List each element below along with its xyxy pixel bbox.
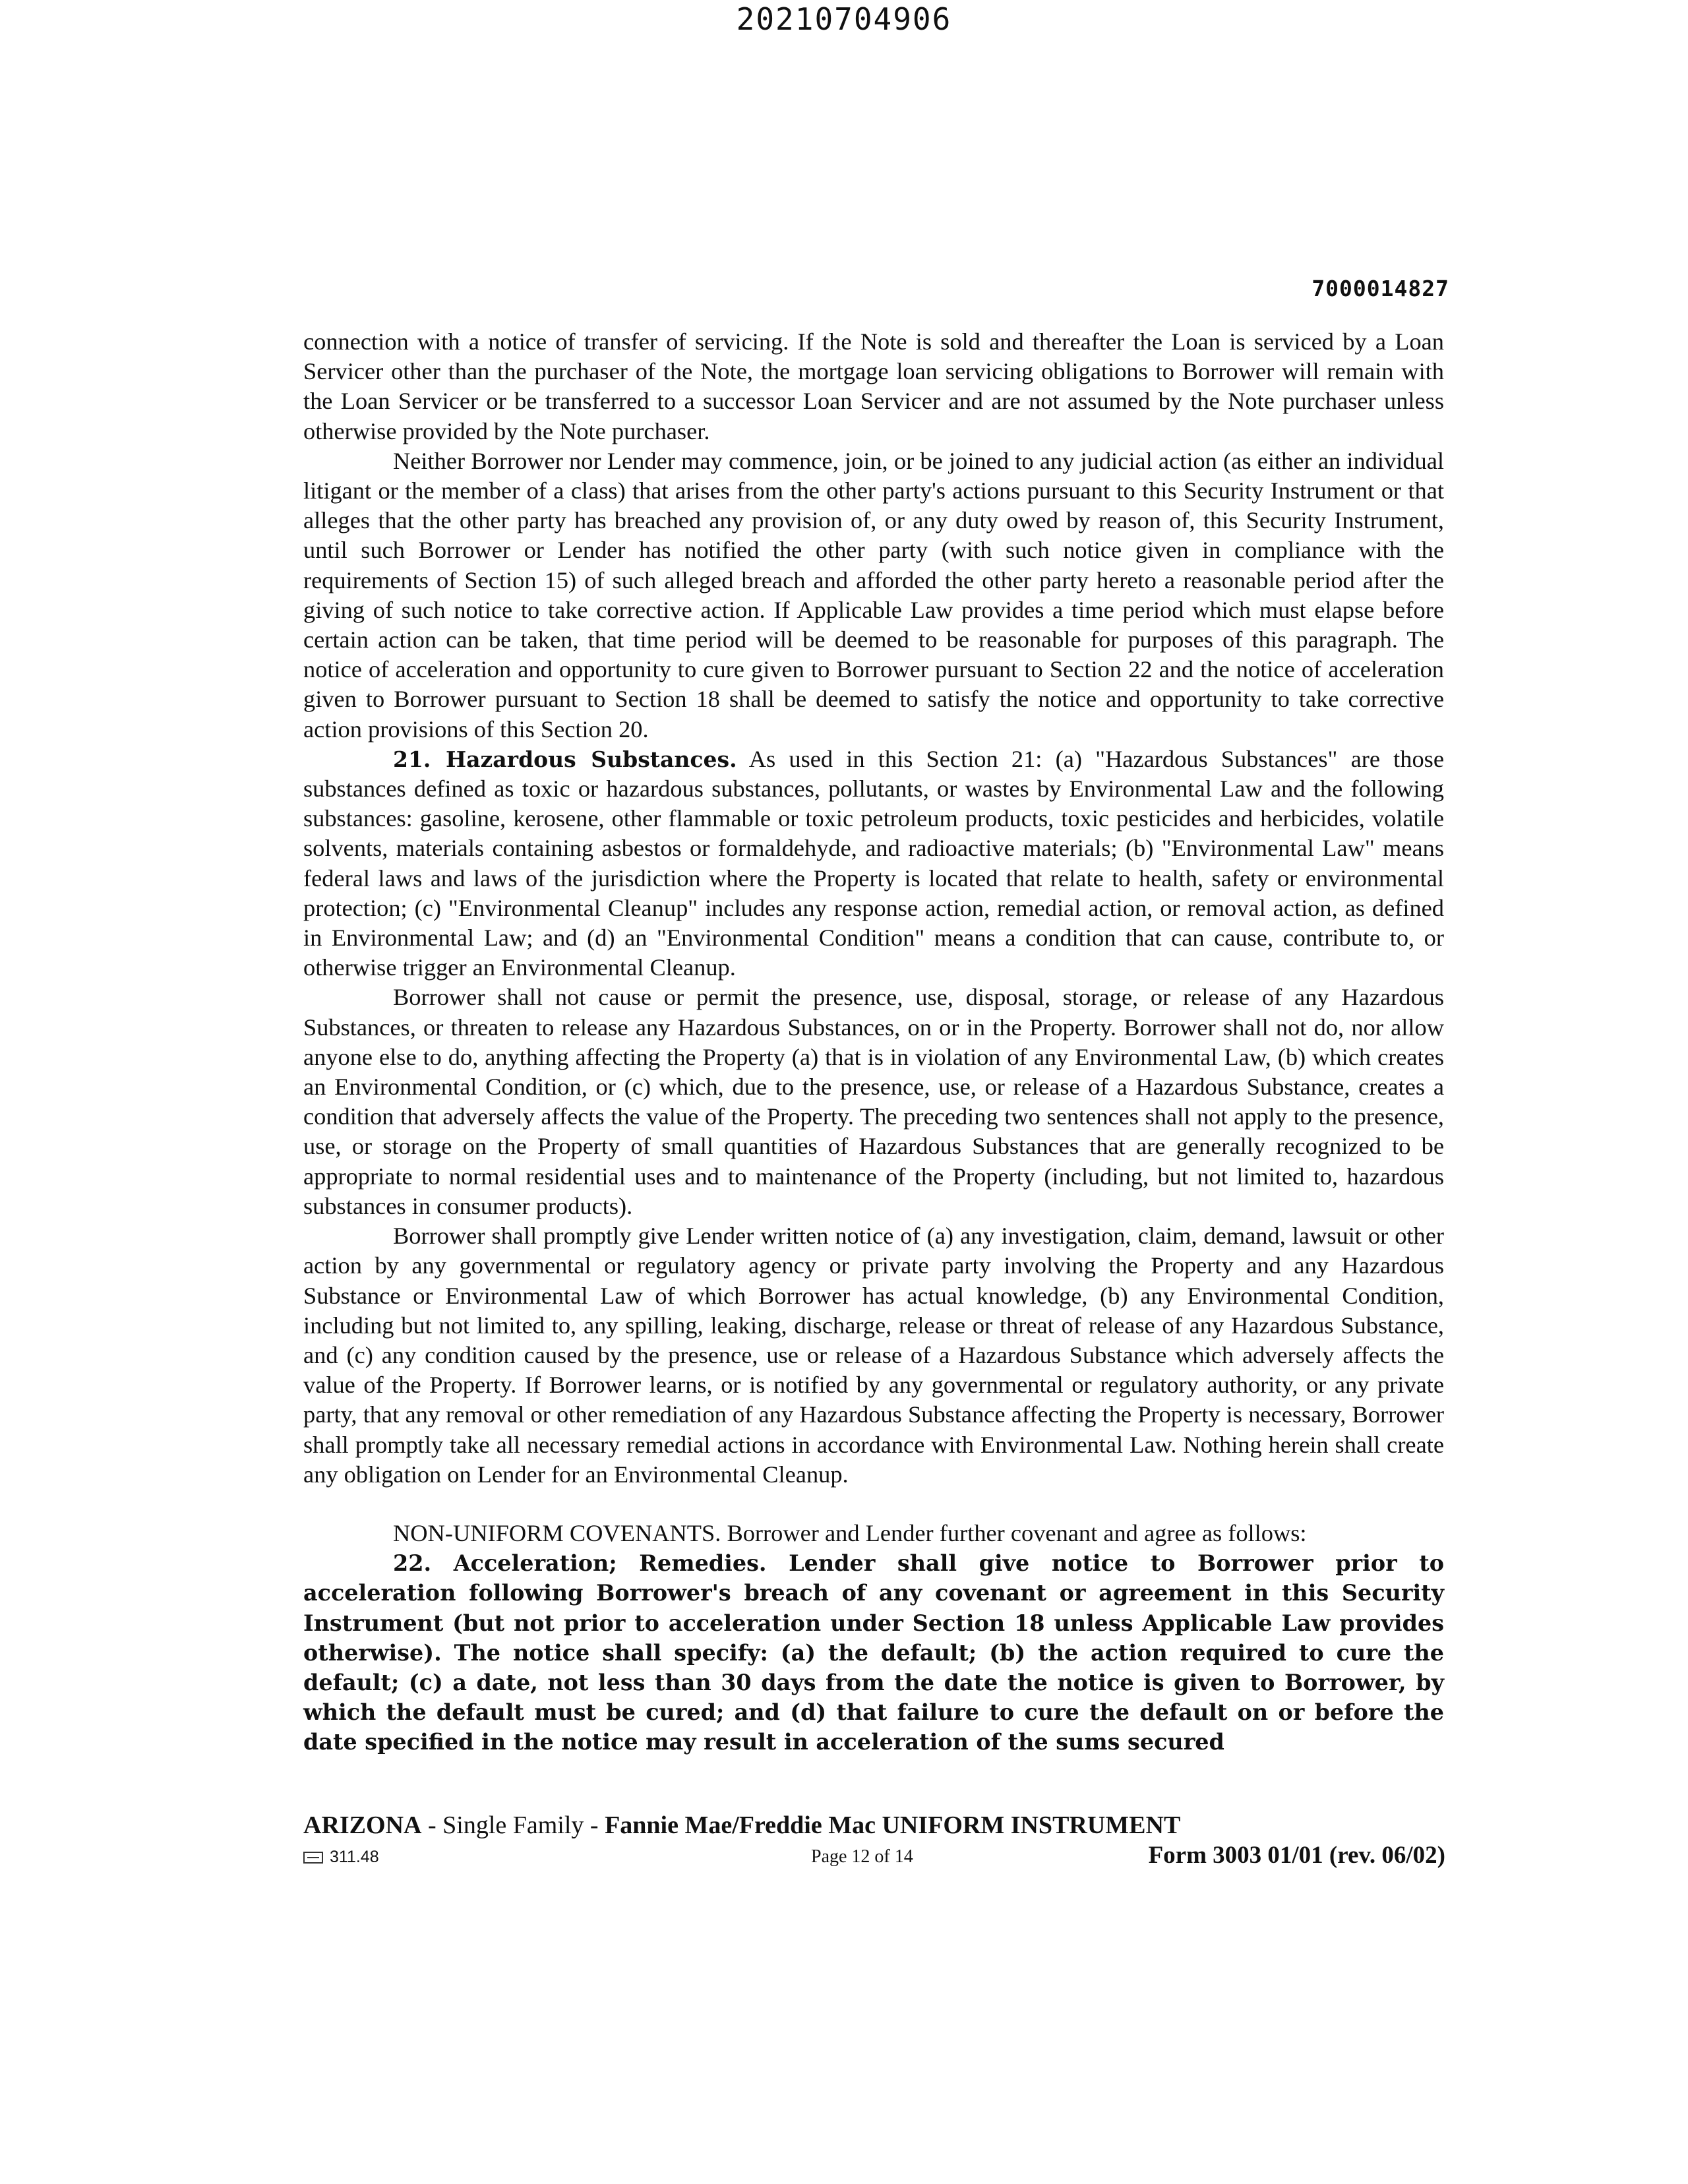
section-22-paragraph: 22. Acceleration; Remedies. Lender shall give notice to Borrower prior to acceleration following Borrower's breach of any covenant or agreement in this Security Instrument (but not prior to acceleration under Section 18 unless Applicable Law provides otherwise). The notice shall specify: (a) the default; (b) the action required to cure the default; (c) a date, not less than 30 days from the date the notice is given to Borrower, by which the default must be cured; and (d) that failure to cure the default on or before the date specified in the notice may result in acceleration of the sums secured [303, 1550, 1444, 1755]
form-mark-icon [303, 1852, 323, 1864]
non-uniform-covenants: NON-UNIFORM COVENANTS. Borrower and Lender further covenant and agree as follows: [393, 1519, 1307, 1546]
loan-number: 7000014827 [1311, 276, 1449, 301]
section-21-heading: 21. Hazardous Substances. [393, 746, 737, 772]
page-label: Page 12 of 14 [811, 1846, 913, 1867]
document-body [303, 327, 1444, 1757]
form-number: Form 3003 01/01 (rev. 06/02) [1148, 1842, 1445, 1869]
form-code [303, 1848, 379, 1867]
form-code-text: 311.48 [330, 1848, 379, 1866]
paragraph-judicial-action: Neither Borrower nor Lender may commence, join, or be joined to any judicial action (as either an individual litigant or the member of a class) that arises from the other party's actions pursuant to this Security Instrument or that alleges that the other party has breached any provision of, or any duty owed by reason of, this Security Instrument, until such Borrower or Lender has notified the other party (with such notice given in compliance with the requirements of Section 15) of such alleged breach and afforded the other party hereto a reasonable period after the giving of such notice to take corrective action. If Applicable Law provides a time period which must elapse before certain action can be taken, that time period will be deemed to be reasonable for purposes of this paragraph. The notice of acceleration and opportunity to cure given to Borrower pursuant to Section 22 and the notice of acceleration given to Borrower pursuant to Section 18 shall be deemed to satisfy the notice and opportunity to take corrective action provisions of this Section 20. [303, 447, 1444, 743]
footer-instrument: Fannie Mae/Freddie Mac UNIFORM INSTRUMENT [605, 1811, 1181, 1839]
recording-number: 20210704906 [736, 1, 952, 37]
section-21-paragraph [303, 744, 1444, 983]
section-21-text: As used in this Section 21: (a) "Hazardous Substances" are those substances defined as toxic or hazardous substances, pollutants, or wastes by Environmental Law and the following substances: gasoline, kerosene, other flammable or toxic petroleum products, toxic pesticides and herbicides, volatile solvents, materials containing asbestos or formaldehyde, and radioactive materials; (b) "Environmental Law" means federal laws and laws of the jurisdiction where the Property is located that relate to health, safety or environmental protection; (c) "Environmental Cleanup" includes any response action, remedial action, or removal action, as defined in Environmental Law; and (d) an "Environmental Condition" means a condition that can cause, contribute to, or otherwise trigger an Environmental Cleanup. [303, 745, 1444, 981]
footer-title [303, 1811, 1180, 1840]
footer-family-type: - Single Family - [421, 1811, 605, 1839]
paragraph-written-notice: Borrower shall promptly give Lender written notice of (a) any investigation, claim, demand, lawsuit or other action by any governmental or regulatory agency or private party involving the Property and any Hazardous Substance or Environmental Law of which Borrower has actual knowledge, (b) any Environmental Condition, including but not limited to, any spilling, leaking, discharge, release or threat of release of any Hazardous Substance, and (c) any condition caused by the presence, use or release of a Hazardous Substance which adversely affects the value of the Property. If Borrower learns, or is notified by any governmental or regulatory authority, or any private party, that any removal or other remediation of any Hazardous Substance affecting the Property is necessary, Borrower shall promptly take all necessary remedial actions in accordance with Environmental Law. Nothing herein shall create any obligation on Lender for an Environmental Cleanup. [303, 1223, 1444, 1488]
paragraph-servicing: connection with a notice of transfer of servicing. If the Note is sold and thereafter the Loan is serviced by a Loan Servicer other than the purchaser of the Note, the mortgage loan servicing obligations to Borrower will remain with the Loan Servicer or be transferred to a successor Loan Servicer and are not assumed by the Note purchaser unless otherwise provided by the Note purchaser. [303, 328, 1444, 444]
paragraph-borrower-shall-not: Borrower shall not cause or permit the presence, use, disposal, storage, or release of any Hazardous Substances, or threaten to release any Hazardous Substances, on or in the Property. Borrower shall not do, nor allow anyone else to do, anything affecting the Property (a) that is in violation of any Environmental Law, (b) which creates an Environmental Condition, or (c) which, due to the presence, use, or release of a Hazardous Substance, creates a condition that adversely affects the value of the Property. The preceding two sentences shall not apply to the presence, use, or storage on the Property of small quantities of Hazardous Substances that are generally recognized to be appropriate to normal residential uses and to maintenance of the Property (including, but not limited to, hazardous substances in consumer products). [303, 984, 1444, 1219]
footer-state: ARIZONA [303, 1811, 422, 1839]
footer-line [303, 1844, 1445, 1873]
section-spacer [303, 1490, 1444, 1519]
